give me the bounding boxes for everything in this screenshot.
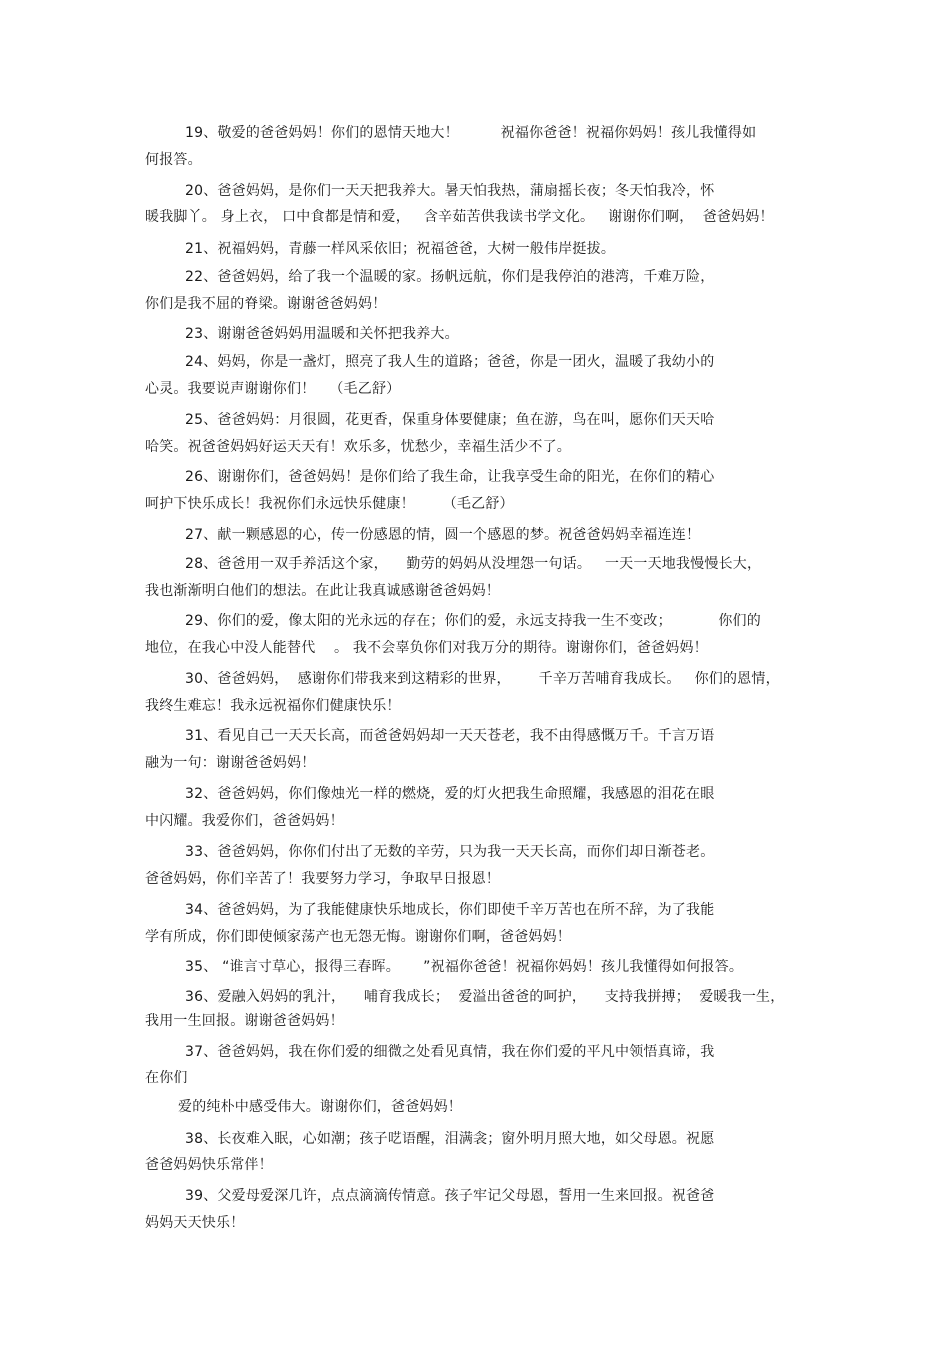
text-line: 26、谢谢你们，爸爸妈妈！是你们给了我生命，让我享受生命的阳光，在你们的精心 <box>185 469 715 485</box>
text-line: 22、爸爸妈妈，给了我一个温暖的家。扬帆远航，你们是我停泊的港湾，千难万险， <box>185 269 715 285</box>
text-line: 23、谢谢爸爸妈妈用温暖和关怀把我养大。 <box>185 326 459 342</box>
text-line: 中闪耀。我爱你们，爸爸妈妈！ <box>145 813 344 829</box>
text-line: 19、敬爱的爸爸妈妈！你们的恩情天地大！ 祝福你爸爸！祝福你妈妈！孩儿我懂得如 <box>185 125 757 141</box>
text-line: 心灵。我要说声谢谢你们！ （毛乙舒） <box>145 381 401 397</box>
text-line: 何报答。 <box>145 152 202 168</box>
text-line: 21、祝福妈妈，青藤一样风采依旧；祝福爸爸，大树一般伟岸挺拔。 <box>185 241 616 257</box>
text-line: 地位，在我心中没人能替代 。 我不会辜负你们对我万分的期待。谢谢你们，爸爸妈妈！ <box>145 640 708 656</box>
text-line: 30、爸爸妈妈， 感谢你们带我来到这精彩的世界， 千辛万苦哺育我成长。 你们的恩情， <box>185 671 780 687</box>
text-line: 哈笑。祝爸爸妈妈好运天天有！欢乐多，忧愁少，幸福生活少不了。 <box>145 439 571 455</box>
text-line: 呵护下快乐成长！我祝你们永远快乐健康！ （毛乙舒） <box>145 496 514 512</box>
text-line: 33、爸爸妈妈，你你们付出了无数的辛劳，只为我一天天长高，而你们却日渐苍老。 <box>185 844 715 860</box>
text-line: 妈妈天天快乐！ <box>145 1215 245 1231</box>
text-line: 37、爸爸妈妈，我在你们爱的细微之处看见真情，我在你们爱的平凡中领悟真谛，我 <box>185 1044 715 1060</box>
text-line: 你们是我不屈的脊梁。谢谢爸爸妈妈！ <box>145 296 387 312</box>
text-line: 20、爸爸妈妈，是你们一天天把我养大。暑天怕我热，蒲扇摇长夜；冬天怕我冷，怀 <box>185 183 715 199</box>
text-line: 27、献一颗感恩的心，传一份感恩的情，圆一个感恩的梦。祝爸爸妈妈幸福连连！ <box>185 527 701 543</box>
text-line: 学有所成，你们即使倾家荡产也无怨无悔。谢谢你们啊，爸爸妈妈！ <box>145 929 571 945</box>
text-line: 24、妈妈，你是一盏灯，照亮了我人生的道路；爸爸，你是一团火，温暖了我幼小的 <box>185 354 715 370</box>
text-line: 34、爸爸妈妈，为了我能健康快乐地成长，你们即使千辛万苦也在所不辞，为了我能 <box>185 902 715 918</box>
text-line: 39、父爱母爱深几许，点点滴滴传情意。孩子牢记父母恩，誓用一生来回报。祝爸爸 <box>185 1188 715 1204</box>
text-line: 暖我脚丫。 身上衣， 口中食都是情和爱， 含辛茹苦供我读书学文化。 谢谢你们啊， 爸爸妈妈！ <box>145 209 774 225</box>
text-line: 爸爸妈妈快乐常伴！ <box>145 1157 273 1173</box>
text-line: 28、爸爸用一双手养活这个家， 勤劳的妈妈从没埋怨一句话。 一天一天地我慢慢长大， <box>185 556 762 572</box>
text-line: 我终生难忘！我永远祝福你们健康快乐！ <box>145 698 401 714</box>
text-line: 29、你们的爱，像太阳的光永远的存在；你们的爱，永远支持我一生不变改； 你们的 <box>185 613 761 629</box>
text-line: 爱的纯朴中感受伟大。谢谢你们，爸爸妈妈！ <box>178 1099 462 1115</box>
text-line: 我用一生回报。谢谢爸爸妈妈！ <box>145 1013 344 1029</box>
text-line: 爸爸妈妈，你们辛苦了！我要努力学习，争取早日报恩！ <box>145 871 500 887</box>
text-line: 31、看见自己一天天长高，而爸爸妈妈却一天天苍老，我不由得感慨万千。千言万语 <box>185 728 715 744</box>
text-line: 32、爸爸妈妈，你们像烛光一样的燃烧，爱的灯火把我生命照耀，我感恩的泪花在眼 <box>185 786 715 802</box>
text-line: 融为一句：谢谢爸爸妈妈！ <box>145 755 316 771</box>
text-line: 38、长夜难入眠，心如潮；孩子呓语醒，泪满衾；窗外明月照大地，如父母恩。祝愿 <box>185 1131 715 1147</box>
text-line: 25、爸爸妈妈：月很圆，花更香，保重身体要健康；鱼在游，鸟在叫，愿你们天天哈 <box>185 412 715 428</box>
text-line: 我也渐渐明白他们的想法。在此让我真诚感谢爸爸妈妈！ <box>145 583 500 599</box>
text-line: 在你们 <box>145 1070 188 1086</box>
text-line: 35、 “谁言寸草心，报得三春晖。 ”祝福你爸爸！祝福你妈妈！孩儿我懂得如何报答。 <box>185 959 744 975</box>
text-line: 36、爱融入妈妈的乳汁， 哺育我成长； 爱溢出爸爸的呵护， 支持我拼搏； 爱暖我一生， <box>185 989 785 1005</box>
